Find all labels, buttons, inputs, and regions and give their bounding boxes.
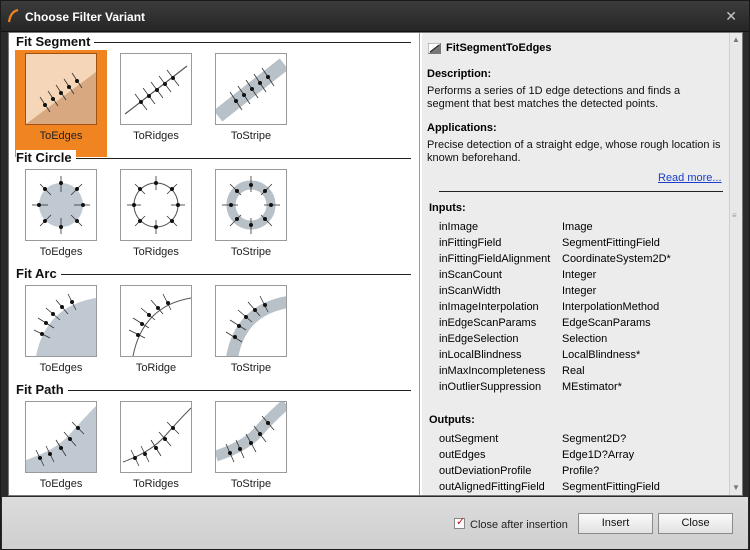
param-type: Image: [562, 221, 593, 233]
param-name: inImage: [439, 221, 479, 233]
tile-label: ToEdges: [39, 246, 83, 258]
output-row: [439, 449, 724, 464]
filter-details-panel: [422, 33, 729, 495]
param-type: LocalBlindness*: [562, 349, 641, 361]
close-window-icon[interactable]: ✕: [725, 8, 737, 24]
divider-line: [439, 191, 723, 192]
filter-name: FitSegmentToEdges: [446, 42, 552, 54]
inputs-title: Inputs:: [429, 202, 466, 214]
group-title: Fit Segment: [16, 34, 94, 49]
tile-arc-to-ridge[interactable]: [110, 282, 202, 389]
tile-circle-to-edges[interactable]: [15, 166, 107, 273]
tile-label: ToStripe: [230, 362, 272, 374]
scroll-down-icon[interactable]: ▼: [732, 483, 740, 492]
circle-stripe-icon: [215, 169, 287, 241]
details-scrollbar[interactable]: [729, 33, 742, 495]
param-name: outDeviationProfile: [439, 465, 532, 477]
filter-icon: [428, 43, 441, 54]
param-type: SegmentFittingField: [562, 481, 660, 493]
param-name: inScanWidth: [439, 285, 501, 297]
group-title: Fit Path: [16, 382, 68, 397]
tile-label: ToEdges: [39, 478, 83, 490]
group-title: Fit Circle: [16, 150, 76, 165]
check-icon: ✓: [456, 516, 466, 528]
group-header-fit-arc: [16, 266, 411, 282]
arc-edges-icon: [25, 285, 97, 357]
group-header-fit-segment: [16, 34, 411, 50]
input-row: [439, 269, 724, 284]
segment-stripe-icon: [215, 53, 287, 125]
param-type: InterpolationMethod: [562, 301, 660, 313]
variant-list[interactable]: [9, 33, 418, 495]
param-name: inFittingField: [439, 237, 502, 249]
param-type: Segment2D?: [562, 433, 627, 445]
panel-divider[interactable]: [419, 33, 420, 495]
tile-arc-to-edges[interactable]: [15, 282, 107, 389]
tile-path-to-stripe[interactable]: [205, 398, 297, 505]
param-type: Integer: [562, 269, 597, 281]
path-stripe-icon: [215, 401, 287, 473]
output-row: [439, 481, 724, 496]
param-name: outSegment: [439, 433, 499, 445]
input-row: [439, 349, 724, 364]
input-row: [439, 221, 724, 236]
tile-label: ToStripe: [230, 246, 272, 258]
param-name: outEdges: [439, 449, 486, 461]
param-name: inScanCount: [439, 269, 502, 281]
param-type: MEstimator*: [562, 381, 622, 393]
tile-label: ToEdges: [39, 130, 83, 142]
outputs-title: Outputs:: [429, 414, 475, 426]
applications-text: Precise detection of a straight edge, whose rough location is known beforehand.: [427, 139, 721, 164]
scroll-up-icon[interactable]: ▲: [732, 35, 740, 44]
tile-label: ToRidges: [133, 246, 179, 258]
description-text: Performs a series of 1D edge detections and finds a segment that best matches the detected points.: [427, 85, 681, 110]
input-row: [439, 237, 724, 252]
tile-circle-to-stripe[interactable]: [205, 166, 297, 273]
param-type: Integer: [562, 285, 597, 297]
group-header-fit-circle: [16, 150, 411, 166]
param-type: CoordinateSystem2D*: [562, 253, 671, 265]
tile-label: ToRidge: [135, 362, 177, 374]
path-ridges-icon: [120, 401, 192, 473]
tile-label: ToStripe: [230, 130, 272, 142]
param-name: outAlignedFittingField: [439, 481, 545, 493]
tile-segment-to-edges[interactable]: [15, 50, 107, 157]
param-type: Profile?: [562, 465, 600, 477]
applications-title: Applications:: [427, 122, 497, 134]
param-type: Selection: [562, 333, 608, 345]
input-row: [439, 301, 724, 316]
segment-ridges-icon: [120, 53, 192, 125]
insert-button[interactable]: Insert: [578, 513, 653, 534]
param-name: inImageInterpolation: [439, 301, 539, 313]
param-type: Edge1D?Array: [562, 449, 635, 461]
tile-path-to-ridges[interactable]: [110, 398, 202, 505]
tile-segment-to-ridges[interactable]: [110, 50, 202, 157]
segment-edges-icon: [25, 53, 97, 125]
arc-ridge-icon: [120, 285, 192, 357]
param-name: inFittingFieldAlignment: [439, 253, 551, 265]
circle-ridges-icon: [120, 169, 192, 241]
input-row: [439, 365, 724, 380]
param-name: inLocalBlindness: [439, 349, 522, 361]
tile-arc-to-stripe[interactable]: [205, 282, 297, 389]
title-bar: [1, 1, 749, 32]
close-after-insertion-label[interactable]: Close after insertion: [470, 519, 568, 531]
group-header-fit-path: [16, 382, 411, 398]
description-title: Description:: [427, 68, 492, 80]
tile-circle-to-ridges[interactable]: [110, 166, 202, 273]
param-name: inEdgeScanParams: [439, 317, 537, 329]
param-name: inEdgeSelection: [439, 333, 519, 345]
param-type: EdgeScanParams: [562, 317, 651, 329]
param-type: Real: [562, 365, 585, 377]
close-after-insertion-checkbox[interactable]: [454, 518, 465, 529]
param-type: SegmentFittingField: [562, 237, 660, 249]
dialog-content: [8, 32, 743, 496]
tile-path-to-edges[interactable]: [15, 398, 107, 505]
arc-stripe-icon: [215, 285, 287, 357]
close-button[interactable]: Close: [658, 513, 733, 534]
window-title: Choose Filter Variant: [25, 10, 146, 24]
param-name: inOutlierSuppression: [439, 381, 542, 393]
input-row: [439, 333, 724, 348]
input-row: [439, 285, 724, 300]
circle-edges-icon: [25, 169, 97, 241]
tile-label: ToRidges: [133, 478, 179, 490]
input-row: [439, 381, 724, 396]
output-row: [439, 433, 724, 448]
app-logo-icon: [7, 9, 19, 23]
read-more-link[interactable]: Read more...: [658, 172, 722, 184]
tile-label: ToStripe: [230, 478, 272, 490]
scroll-grip-icon[interactable]: ≡: [732, 211, 737, 220]
path-edges-icon: [25, 401, 97, 473]
tile-label: ToRidges: [133, 130, 179, 142]
input-row: [439, 317, 724, 332]
param-name: inMaxIncompleteness: [439, 365, 546, 377]
tile-segment-to-stripe[interactable]: [205, 50, 297, 157]
tile-label: ToEdges: [39, 362, 83, 374]
input-row: [439, 253, 724, 268]
group-title: Fit Arc: [16, 266, 61, 281]
output-row: [439, 465, 724, 480]
